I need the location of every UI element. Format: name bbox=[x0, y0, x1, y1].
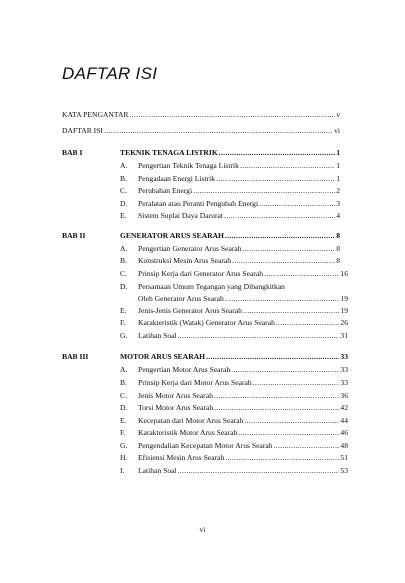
toc-entry-label: Latihan Soal bbox=[138, 466, 177, 475]
toc-entry-page: 26 bbox=[340, 318, 348, 327]
toc-entry[interactable] bbox=[138, 160, 340, 172]
toc-entry-page: 19 bbox=[340, 306, 348, 315]
toc-entry-label: Pengertian Motor Arus Searah bbox=[138, 365, 231, 374]
toc-entry-page: 36 bbox=[340, 391, 348, 400]
dot-leader bbox=[225, 452, 339, 464]
toc-entry-page: vi bbox=[334, 126, 340, 135]
toc-entry-page: v bbox=[336, 110, 340, 119]
toc-entry[interactable] bbox=[138, 364, 348, 376]
toc-entry-page: 2 bbox=[336, 186, 340, 195]
toc-entry-page: 33 bbox=[340, 378, 348, 387]
toc-entry[interactable] bbox=[138, 465, 348, 477]
dot-leader bbox=[225, 230, 335, 242]
dot-leader bbox=[238, 427, 339, 439]
item-letter: E. bbox=[120, 211, 127, 220]
dot-leader bbox=[178, 330, 340, 342]
toc-entry[interactable] bbox=[138, 268, 348, 280]
toc-entry-label: Karakteristik Motor Arus Searah bbox=[138, 428, 238, 437]
chapter-number: BAB II bbox=[62, 231, 86, 240]
dot-leader bbox=[224, 210, 335, 222]
toc-entry-label: Kecepatan dari Motor Arus Searah bbox=[138, 416, 244, 425]
toc-entry[interactable] bbox=[138, 390, 348, 402]
item-letter: E. bbox=[120, 416, 127, 425]
item-letter: A. bbox=[120, 244, 128, 253]
dot-leader bbox=[178, 465, 340, 477]
dot-leader bbox=[232, 255, 335, 267]
toc-entry-label: Oleh Generator Arus Searah bbox=[138, 294, 224, 303]
toc-entry-label: Torsi Motor Arus Searah bbox=[138, 403, 214, 412]
dot-leader bbox=[214, 402, 339, 414]
dot-leader bbox=[259, 198, 335, 210]
toc-entry-page: 51 bbox=[340, 453, 348, 462]
item-letter: A. bbox=[120, 161, 128, 170]
dot-leader bbox=[253, 377, 340, 389]
toc-entry[interactable] bbox=[138, 440, 348, 452]
toc-entry-label: Jenis-Jenis Generator Arus Searah bbox=[138, 306, 242, 315]
toc-entry-page: 33 bbox=[340, 365, 348, 374]
chapter-title: MOTOR ARUS SEARAH bbox=[120, 352, 206, 361]
item-letter: A. bbox=[120, 365, 128, 374]
item-letter: C. bbox=[120, 186, 127, 195]
toc-entry-label: Prinsip Kerja dari Generator Arus Searah bbox=[138, 269, 264, 278]
toc-entry-page: 19 bbox=[340, 294, 348, 303]
dot-leader bbox=[219, 147, 335, 159]
toc-chapter-bab-1[interactable] bbox=[120, 147, 340, 159]
toc-entry-label: Karakteristik (Watak) Generator Arus Searah bbox=[138, 318, 275, 327]
toc-entry[interactable] bbox=[138, 293, 348, 305]
dot-leader bbox=[193, 185, 335, 197]
toc-entry-label: Pengadaan Energi Listrik bbox=[138, 174, 216, 183]
toc-entry[interactable] bbox=[138, 377, 348, 389]
toc-entry-label: Pengertian Teknik Tenaga Listrik bbox=[138, 161, 239, 170]
dot-leader bbox=[274, 440, 340, 452]
toc-entry-kata-pengantar[interactable] bbox=[62, 109, 340, 121]
toc-entry[interactable] bbox=[138, 330, 348, 342]
chapter-page: 1 bbox=[336, 148, 340, 157]
item-letter: G. bbox=[120, 331, 128, 340]
toc-entry[interactable] bbox=[138, 210, 340, 222]
toc-entry-label: Pengendalian Kecepatan Motor Arus Searah bbox=[138, 441, 273, 450]
chapter-page: 33 bbox=[340, 352, 348, 361]
toc-entry-label: Konstruksi Mesin Arus Searah bbox=[138, 256, 232, 265]
item-letter: F. bbox=[120, 428, 126, 437]
dot-leader bbox=[206, 351, 339, 363]
item-letter: B. bbox=[120, 174, 127, 183]
toc-entry-label: Prinsip Kerja dari Motor Arus Searah bbox=[138, 378, 252, 387]
toc-chapter-bab-2[interactable] bbox=[120, 230, 340, 242]
toc-entry-page: 53 bbox=[340, 466, 348, 475]
item-letter: F. bbox=[120, 318, 126, 327]
toc-entry-label: Peralatan atau Peranti Pengubah Energi bbox=[138, 199, 259, 208]
toc-entry-page: 3 bbox=[336, 199, 340, 208]
toc-entry-label: Efisiensi Mesin Arus Searah bbox=[138, 453, 225, 462]
toc-entry-daftar-isi[interactable] bbox=[62, 125, 340, 137]
toc-entry-label: DAFTAR ISI bbox=[62, 126, 103, 135]
dot-leader bbox=[231, 364, 339, 376]
chapter-title: TEKNIK TENAGA LISTRIK bbox=[120, 148, 218, 157]
toc-entry-page: 8 bbox=[336, 256, 340, 265]
chapter-title: GENERATOR ARUS SEARAH bbox=[120, 231, 224, 240]
toc-entry-label: Perubahan Energi bbox=[138, 186, 193, 195]
item-letter: B. bbox=[120, 378, 127, 387]
item-letter: C. bbox=[120, 391, 127, 400]
dot-leader bbox=[214, 390, 340, 402]
toc-entry[interactable] bbox=[138, 198, 340, 210]
item-letter: E. bbox=[120, 306, 127, 315]
dot-leader bbox=[243, 305, 339, 317]
toc-entry-label: Sistem Suplai Daya Darurat bbox=[138, 211, 223, 220]
item-letter: D. bbox=[120, 403, 128, 412]
toc-entry-label: Pengertian Generator Arus Searah bbox=[138, 244, 242, 253]
item-letter: C. bbox=[120, 269, 127, 278]
toc-entry[interactable] bbox=[138, 402, 348, 414]
dot-leader bbox=[130, 109, 336, 121]
item-letter: D. bbox=[120, 199, 128, 208]
toc-entry[interactable] bbox=[138, 305, 348, 317]
toc-entry-page: 48 bbox=[340, 441, 348, 450]
toc-entry[interactable] bbox=[138, 415, 348, 427]
toc-entry[interactable] bbox=[138, 452, 348, 464]
toc-entry-label: Jenis Motor Arus Searah bbox=[138, 391, 213, 400]
toc-entry-page: 16 bbox=[340, 269, 348, 278]
item-letter: B. bbox=[120, 256, 127, 265]
toc-entry-page: 1 bbox=[336, 174, 340, 183]
page-number: vi bbox=[199, 525, 206, 534]
dot-leader bbox=[264, 268, 339, 280]
chapter-number: BAB III bbox=[62, 352, 89, 361]
dot-leader bbox=[243, 243, 336, 255]
dot-leader bbox=[225, 293, 340, 305]
toc-entry-page: 31 bbox=[340, 331, 348, 340]
toc-entry[interactable] bbox=[138, 255, 340, 267]
toc-entry-label: Latihan Soal bbox=[138, 331, 177, 340]
toc-entry-page: 42 bbox=[340, 403, 348, 412]
toc-entry-page: 8 bbox=[336, 244, 340, 253]
dot-leader bbox=[276, 317, 340, 329]
item-letter: G. bbox=[120, 441, 128, 450]
toc-entry-first-line: Persamaan Umum Tegangan yang Dibangkitkan bbox=[138, 282, 285, 291]
chapter-page: 8 bbox=[336, 231, 340, 240]
toc-entry-label: KATA PENGANTAR bbox=[62, 110, 129, 119]
toc-entry[interactable] bbox=[138, 185, 340, 197]
item-letter: H. bbox=[120, 453, 128, 462]
page-title: DAFTAR ISI bbox=[62, 64, 158, 83]
dot-leader bbox=[244, 415, 339, 427]
toc-entry[interactable] bbox=[138, 317, 348, 329]
dot-leader bbox=[216, 173, 335, 185]
toc-entry[interactable] bbox=[138, 243, 340, 255]
toc-chapter-bab-3[interactable] bbox=[120, 351, 348, 363]
toc-entry-page: 1 bbox=[336, 161, 340, 170]
toc-entry-page: 4 bbox=[336, 211, 340, 220]
item-letter: D. bbox=[120, 282, 128, 291]
dot-leader bbox=[104, 125, 333, 137]
dot-leader bbox=[240, 160, 335, 172]
toc-entry-page: 44 bbox=[340, 416, 348, 425]
toc-entry-page: 46 bbox=[340, 428, 348, 437]
chapter-number: BAB I bbox=[62, 148, 83, 157]
toc-entry[interactable] bbox=[138, 427, 348, 439]
item-letter: I. bbox=[120, 466, 125, 475]
toc-entry[interactable] bbox=[138, 173, 340, 185]
